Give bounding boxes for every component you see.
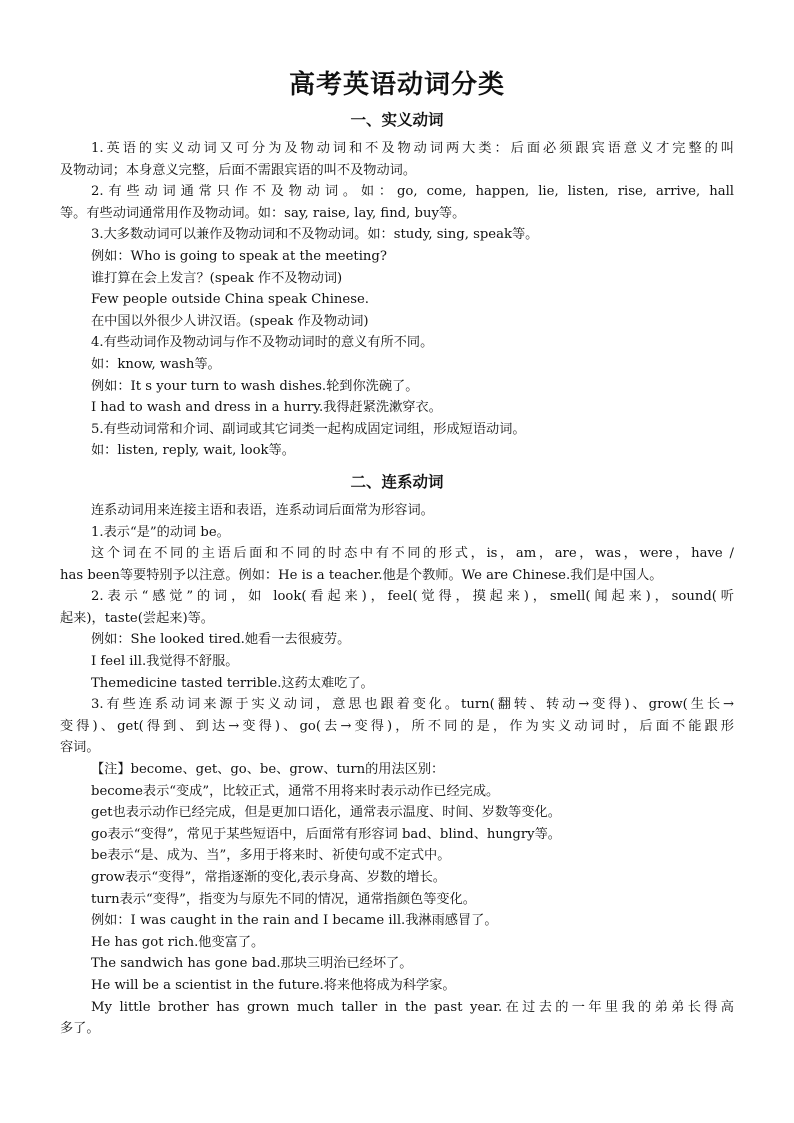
paragraph-line: 2.有些动词通常只作不及物动词。如：go, come, happen, lie, listen, rise, arrive, hall [91, 184, 734, 200]
paragraph-line: 等。有些动词通常用作及物动词。如：say, raise, lay, find, buy等。 [60, 205, 466, 221]
paragraph-line: 如：listen, reply, wait, look等。 [91, 443, 295, 459]
paragraph-line: go表示“变得”，常见于某些短语中，后面常有形容词 bad、blind、hungry等。 [91, 826, 561, 842]
paragraph-line: become表示“变成”，比较正式，通常不用将来时表示动作已经完成。 [91, 783, 500, 799]
paragraph-line: 例如：It s your turn to wash dishes.轮到你洗碗了。 [91, 378, 419, 394]
paragraph-line: The sandwich has gone bad.那块三明治已经坏了。 [91, 956, 413, 972]
paragraph-line: 这个词在不同的主语后面和不同的时态中有不同的形式，is，am，are，was，were，have / [91, 546, 734, 562]
paragraph-line: 在中国以外很少人讲汉语。(speak 作及物动词) [91, 313, 369, 329]
section-body [60, 138, 734, 462]
section-heading: 一、实义动词 [350, 111, 444, 129]
section-heading: 二、连系动词 [350, 472, 444, 491]
paragraph-line: grow表示“变得”，常指逐渐的变化,表示身高、岁数的增长。 [91, 870, 446, 885]
paragraph-line: 3.大多数动词可以兼作及物动词和不及物动词。如：study, sing, speak等。 [91, 227, 539, 243]
paragraph-line: 例如：Who is going to speak at the meeting? [91, 248, 387, 264]
paragraph-line: 连系动词用来连接主语和表语，连系动词后面常为形容词。 [91, 502, 434, 518]
section-body [60, 500, 734, 1040]
paragraph-line: 【注】become、get、go、be、grow、turn的用法区别： [91, 762, 445, 778]
paragraph-line: 如：know, wash等。 [91, 356, 221, 372]
paragraph-line: I feel ill.我觉得不舒服。 [91, 654, 239, 670]
paragraph-line: 例如：She looked tired.她看一去很疲劳。 [91, 632, 351, 648]
paragraph-line: 1.英语的实义动词又可分为及物动词和不及物动词两大类：后面必须跟宾语意义才完整的叫 [91, 141, 734, 156]
paragraph-line: He has got rich.他变富了。 [91, 934, 265, 950]
paragraph-line: Few people outside China speak Chinese. [91, 292, 369, 308]
paragraph-line: I had to wash and dress in a hurry.我得赶紧洗漱穿衣。 [91, 400, 442, 416]
paragraph-line: 谁打算在会上发言？(speak 作不及物动词) [91, 270, 343, 286]
page-title: 高考英语动词分类 [288, 70, 505, 100]
paragraph-line: 例如：I was caught in the rain and I became ill.我淋雨感冒了。 [91, 913, 498, 929]
paragraph-line: turn表示“变得”，指变为与原先不同的情况，通常指颜色等变化。 [91, 891, 476, 907]
paragraph-line: 3.有些连系动词来源于实义动词，意思也跟着变化。turn(翻转、转动→变得)、grow(生长→ [91, 697, 734, 713]
paragraph-line: 容词。 [60, 740, 100, 756]
paragraph-line: has been等要特别予以注意。例如：He is a teacher.他是个教师。We are Chinese.我们是中国人。 [60, 567, 663, 583]
paragraph-line: 4.有些动词作及物动词与作不及物动词时的意义有所不同。 [91, 335, 434, 351]
paragraph-line: 及物动词；本身意义完整，后面不需跟宾语的叫不及物动词。 [60, 162, 417, 178]
paragraph-line: My little brother has grown much taller in the past year.在过去的一年里我的弟弟长得高 [91, 999, 734, 1015]
paragraph-line: get也表示动作已经完成，但是更加口语化，通常表示温度、时间、岁数等变化。 [91, 805, 561, 821]
paragraph-line: be表示“是、成为、当”，多用于将来时、祈使句或不定式中。 [91, 848, 451, 864]
paragraph-line: Themedicine tasted terrible.这药太难吃了。 [91, 675, 374, 691]
paragraph-line: 2.表示“感觉”的词，如 look(看起来)，feel(觉得，摸起来)，smell(闻起来)，sound(听 [91, 589, 734, 605]
paragraph-line: 变得)、get(得到、到达→变得)、go(去→变得)，所不同的是，作为实义动词时，后面不能跟形 [60, 718, 734, 734]
paragraph-line: 1.表示“是”的动词 be。 [91, 524, 230, 540]
paragraph-line: 多了。 [60, 1021, 100, 1037]
paragraph-line: 起来)，taste(尝起来)等。 [60, 610, 214, 626]
paragraph-line: 5.有些动词常和介词、副词或其它词类一起构成固定词组，形成短语动词。 [91, 421, 526, 437]
paragraph-line: He will be a scientist in the future.将来他将成为科学家。 [91, 977, 456, 993]
